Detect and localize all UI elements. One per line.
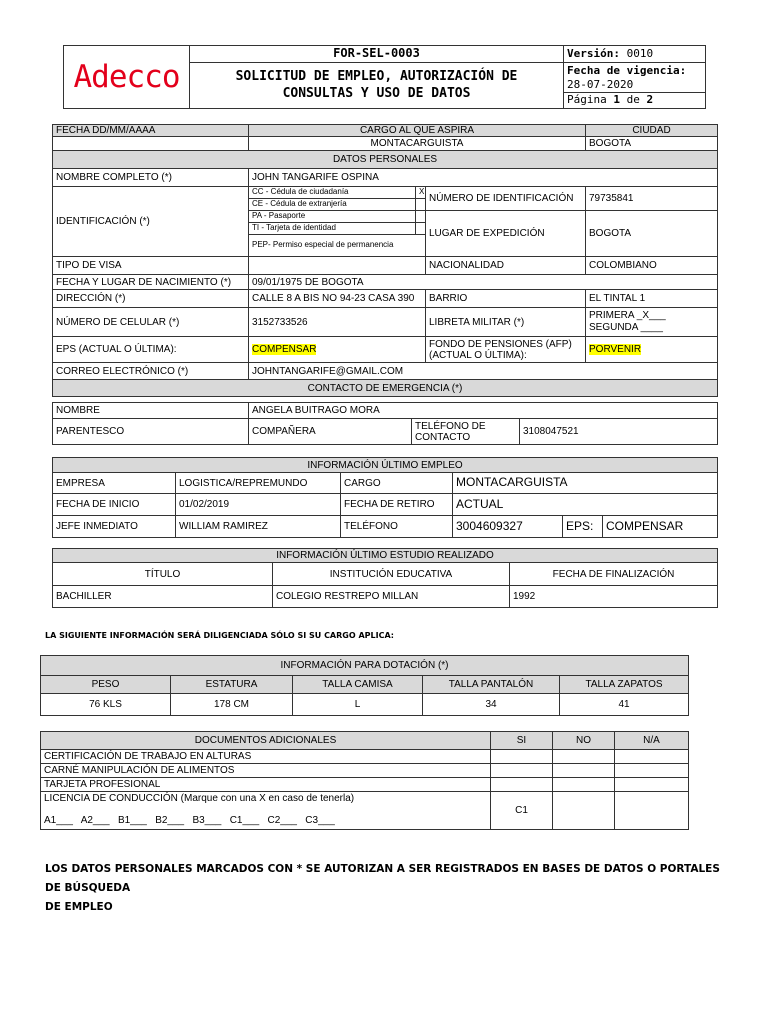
- numero-id-label: NÚMERO DE IDENTIFICACIÓN: [426, 187, 586, 211]
- celular-value[interactable]: 3152733526: [249, 308, 426, 337]
- adecco-logo: Adecco: [64, 46, 190, 109]
- documentos-header: DOCUMENTOS ADICIONALES: [41, 732, 491, 750]
- doc-alturas-no[interactable]: [553, 750, 615, 764]
- authorization-note: LOS DATOS PERSONALES MARCADOS CON * SE AUTORIZAN A SER REGISTRADOS EN BASES DE DATOS O PORTALES DE BÚSQUEDA DE EMPLEO: [45, 863, 720, 913]
- eps-label: EPS (ACTUAL O ÚLTIMA):: [53, 337, 249, 363]
- lugar-expedicion-value[interactable]: BOGOTA: [586, 211, 718, 257]
- retiro-label: FECHA DE RETIRO: [341, 494, 453, 516]
- titulo-header: TÍTULO: [53, 563, 273, 586]
- parentesco-value[interactable]: COMPAÑERA: [249, 419, 412, 445]
- institucion-header: INSTITUCIÓN EDUCATIVA: [273, 563, 510, 586]
- id-mark-cc[interactable]: X: [416, 187, 426, 199]
- doc-alimentos-si[interactable]: [491, 764, 553, 778]
- dotacion-table: [40, 655, 689, 716]
- na-header: N/A: [615, 732, 689, 750]
- inicio-value[interactable]: 01/02/2019: [176, 494, 341, 516]
- si-header: SI: [491, 732, 553, 750]
- talla-camisa-value[interactable]: L: [293, 694, 423, 716]
- licencia-si[interactable]: C1: [491, 792, 553, 830]
- no-header: NO: [553, 732, 615, 750]
- telefono-contacto-value[interactable]: 3108047521: [520, 419, 718, 445]
- id-option-pa: PA - Pasaporte: [249, 211, 416, 223]
- emergency-table: [52, 402, 718, 445]
- id-mark-pa[interactable]: [416, 211, 426, 223]
- fecha-finalizacion-header: FECHA DE FINALIZACIÓN: [510, 563, 718, 586]
- jefe-label: JEFE INMEDIATO: [53, 516, 176, 538]
- telefono-contacto-label: TELÉFONO DE CONTACTO: [412, 419, 520, 445]
- ultimo-estudio-section: INFORMACIÓN ÚLTIMO ESTUDIO REALIZADO: [53, 549, 718, 563]
- id-option-ti: TI - Tarjeta de identidad: [249, 223, 416, 235]
- documents-table: [40, 731, 689, 830]
- ciudad-header: CIUDAD: [586, 125, 718, 137]
- doc-tarjeta-label: TARJETA PROFESIONAL: [41, 778, 491, 792]
- afp-label: FONDO DE PENSIONES (AFP) (ACTUAL O ÚLTIMA):: [426, 337, 586, 363]
- form-code: FOR-SEL-0003: [190, 46, 564, 63]
- last-job-table: [52, 457, 718, 538]
- doc-alimentos-na[interactable]: [615, 764, 689, 778]
- afp-value: PORVENIR: [589, 344, 642, 355]
- licencia-cell: [41, 792, 491, 830]
- cargo-header: CARGO AL QUE ASPIRA: [249, 125, 586, 137]
- id-option-pep: PEP- Permiso especial de permanencia: [249, 235, 426, 257]
- ciudad-value[interactable]: BOGOTA: [586, 137, 718, 151]
- doc-tarjeta-si[interactable]: [491, 778, 553, 792]
- licencia-categorias[interactable]: A1___ A2___ B1___ B2___ B3___ C1___ C2___ C3___: [44, 815, 335, 826]
- retiro-value[interactable]: ACTUAL: [453, 494, 718, 516]
- correo-label: CORREO ELECTRÓNICO (*): [53, 363, 249, 380]
- licencia-na[interactable]: [615, 792, 689, 830]
- parentesco-label: PARENTESCO: [53, 419, 249, 445]
- datos-personales-section: DATOS PERSONALES: [53, 151, 718, 169]
- barrio-label: BARRIO: [426, 290, 586, 308]
- talla-pantalon-value[interactable]: 34: [423, 694, 560, 716]
- doc-alturas-si[interactable]: [491, 750, 553, 764]
- lugar-expedicion-label: LUGAR DE EXPEDICIÓN: [426, 211, 586, 257]
- note-cargo-aplica: LA SIGUIENTE INFORMACIÓN SERÁ DILIGENCIADA SÓLO SI SU CARGO APLICA:: [45, 631, 394, 640]
- telefono-empleo-value[interactable]: 3004609327: [453, 516, 563, 538]
- version-value: 0010: [626, 46, 654, 60]
- direccion-label: DIRECCIÓN (*): [53, 290, 249, 308]
- empresa-label: EMPRESA: [53, 473, 176, 494]
- eps-value: COMPENSAR: [252, 344, 317, 355]
- libreta-value[interactable]: PRIMERA _X___ SEGUNDA ____: [586, 308, 718, 337]
- titulo-value[interactable]: BACHILLER: [53, 586, 273, 608]
- id-mark-ti[interactable]: [416, 223, 426, 235]
- personal-data-table: [52, 124, 718, 397]
- afp-value-cell[interactable]: [586, 337, 718, 363]
- nacionalidad-label: NACIONALIDAD: [426, 257, 586, 275]
- cargo-empleo-label: CARGO: [341, 473, 453, 494]
- direccion-value[interactable]: CALLE 8 A BIS NO 94-23 CASA 390: [249, 290, 426, 308]
- correo-value[interactable]: JOHNTANGARIFE@GMAIL.COM: [249, 363, 718, 380]
- talla-zapatos-header: TALLA ZAPATOS: [560, 676, 689, 694]
- vigencia-label: Fecha de vigencia:: [567, 64, 687, 78]
- doc-alimentos-no[interactable]: [553, 764, 615, 778]
- form-title: SOLICITUD DE EMPLEO, AUTORIZACIÓN DE CONSULTAS Y USO DE DATOS: [190, 63, 564, 109]
- doc-tarjeta-na[interactable]: [615, 778, 689, 792]
- fecha-header: FECHA DD/MM/AAAA: [53, 125, 249, 137]
- dotacion-section: INFORMACIÓN PARA DOTACIÓN (*): [41, 656, 689, 676]
- cargo-value[interactable]: MONTACARGUISTA: [249, 137, 586, 151]
- identificacion-label: IDENTIFICACIÓN (*): [53, 187, 249, 257]
- emergencia-section: CONTACTO DE EMERGENCIA (*): [53, 380, 718, 397]
- eps-empleo-label: EPS:: [563, 516, 603, 538]
- study-table: [52, 548, 718, 608]
- eps-value-cell[interactable]: [249, 337, 426, 363]
- estatura-value[interactable]: 178 CM: [171, 694, 293, 716]
- talla-zapatos-value[interactable]: 41: [560, 694, 689, 716]
- empresa-value[interactable]: LOGISTICA/REPREMUNDO: [176, 473, 341, 494]
- id-option-ce: CE - Cédula de extranjería: [249, 199, 416, 211]
- estatura-header: ESTATURA: [171, 676, 293, 694]
- vigencia-value: 28-07-2020: [567, 77, 634, 91]
- numero-id-value[interactable]: 79735841: [586, 187, 718, 211]
- telefono-empleo-label: TELÉFONO: [341, 516, 453, 538]
- licencia-label: LICENCIA DE CONDUCCIÓN (Marque con una X en caso de tenerla): [44, 793, 355, 804]
- fecha-value[interactable]: [53, 137, 249, 151]
- doc-tarjeta-no[interactable]: [553, 778, 615, 792]
- inicio-label: FECHA DE INICIO: [53, 494, 176, 516]
- nombre-label: NOMBRE COMPLETO (*): [53, 169, 249, 187]
- visa-label: TIPO DE VISA: [53, 257, 249, 275]
- version-label: Versión:: [567, 46, 620, 60]
- nombre-value[interactable]: JOHN TANGARIFE OSPINA: [249, 169, 718, 187]
- talla-camisa-header: TALLA CAMISA: [293, 676, 423, 694]
- cargo-empleo-value[interactable]: MONTACARGUISTA: [453, 473, 718, 494]
- doc-alturas-na[interactable]: [615, 750, 689, 764]
- id-option-cc: CC - Cédula de ciudadanía: [249, 187, 416, 199]
- emergencia-nombre-value[interactable]: ANGELA BUITRAGO MORA: [249, 403, 718, 419]
- talla-pantalon-header: TALLA PANTALÓN: [423, 676, 560, 694]
- page-indicator: Página 1 de 2: [564, 93, 706, 109]
- ultimo-empleo-section: INFORMACIÓN ÚLTIMO EMPLEO: [53, 458, 718, 473]
- barrio-value[interactable]: EL TINTAL 1: [586, 290, 718, 308]
- emergencia-nombre-label: NOMBRE: [53, 403, 249, 419]
- nacimiento-value[interactable]: 09/01/1975 DE BOGOTA: [249, 275, 718, 290]
- libreta-label: LIBRETA MILITAR (*): [426, 308, 586, 337]
- eps-empleo-value[interactable]: COMPENSAR: [603, 516, 718, 538]
- doc-alturas-label: CERTIFICACIÓN DE TRABAJO EN ALTURAS: [41, 750, 491, 764]
- peso-header: PESO: [41, 676, 171, 694]
- celular-label: NÚMERO DE CELULAR (*): [53, 308, 249, 337]
- jefe-value[interactable]: WILLIAM RAMIREZ: [176, 516, 341, 538]
- doc-alimentos-label: CARNÉ MANIPULACIÓN DE ALIMENTOS: [41, 764, 491, 778]
- nacimiento-label: FECHA Y LUGAR DE NACIMIENTO (*): [53, 275, 249, 290]
- document-header: [63, 45, 706, 109]
- peso-value[interactable]: 76 KLS: [41, 694, 171, 716]
- id-mark-ce[interactable]: [416, 199, 426, 211]
- institucion-value[interactable]: COLEGIO RESTREPO MILLAN: [273, 586, 510, 608]
- nacionalidad-value[interactable]: COLOMBIANO: [586, 257, 718, 275]
- fecha-finalizacion-value[interactable]: 1992: [510, 586, 718, 608]
- visa-value[interactable]: [249, 257, 426, 275]
- licencia-no[interactable]: [553, 792, 615, 830]
